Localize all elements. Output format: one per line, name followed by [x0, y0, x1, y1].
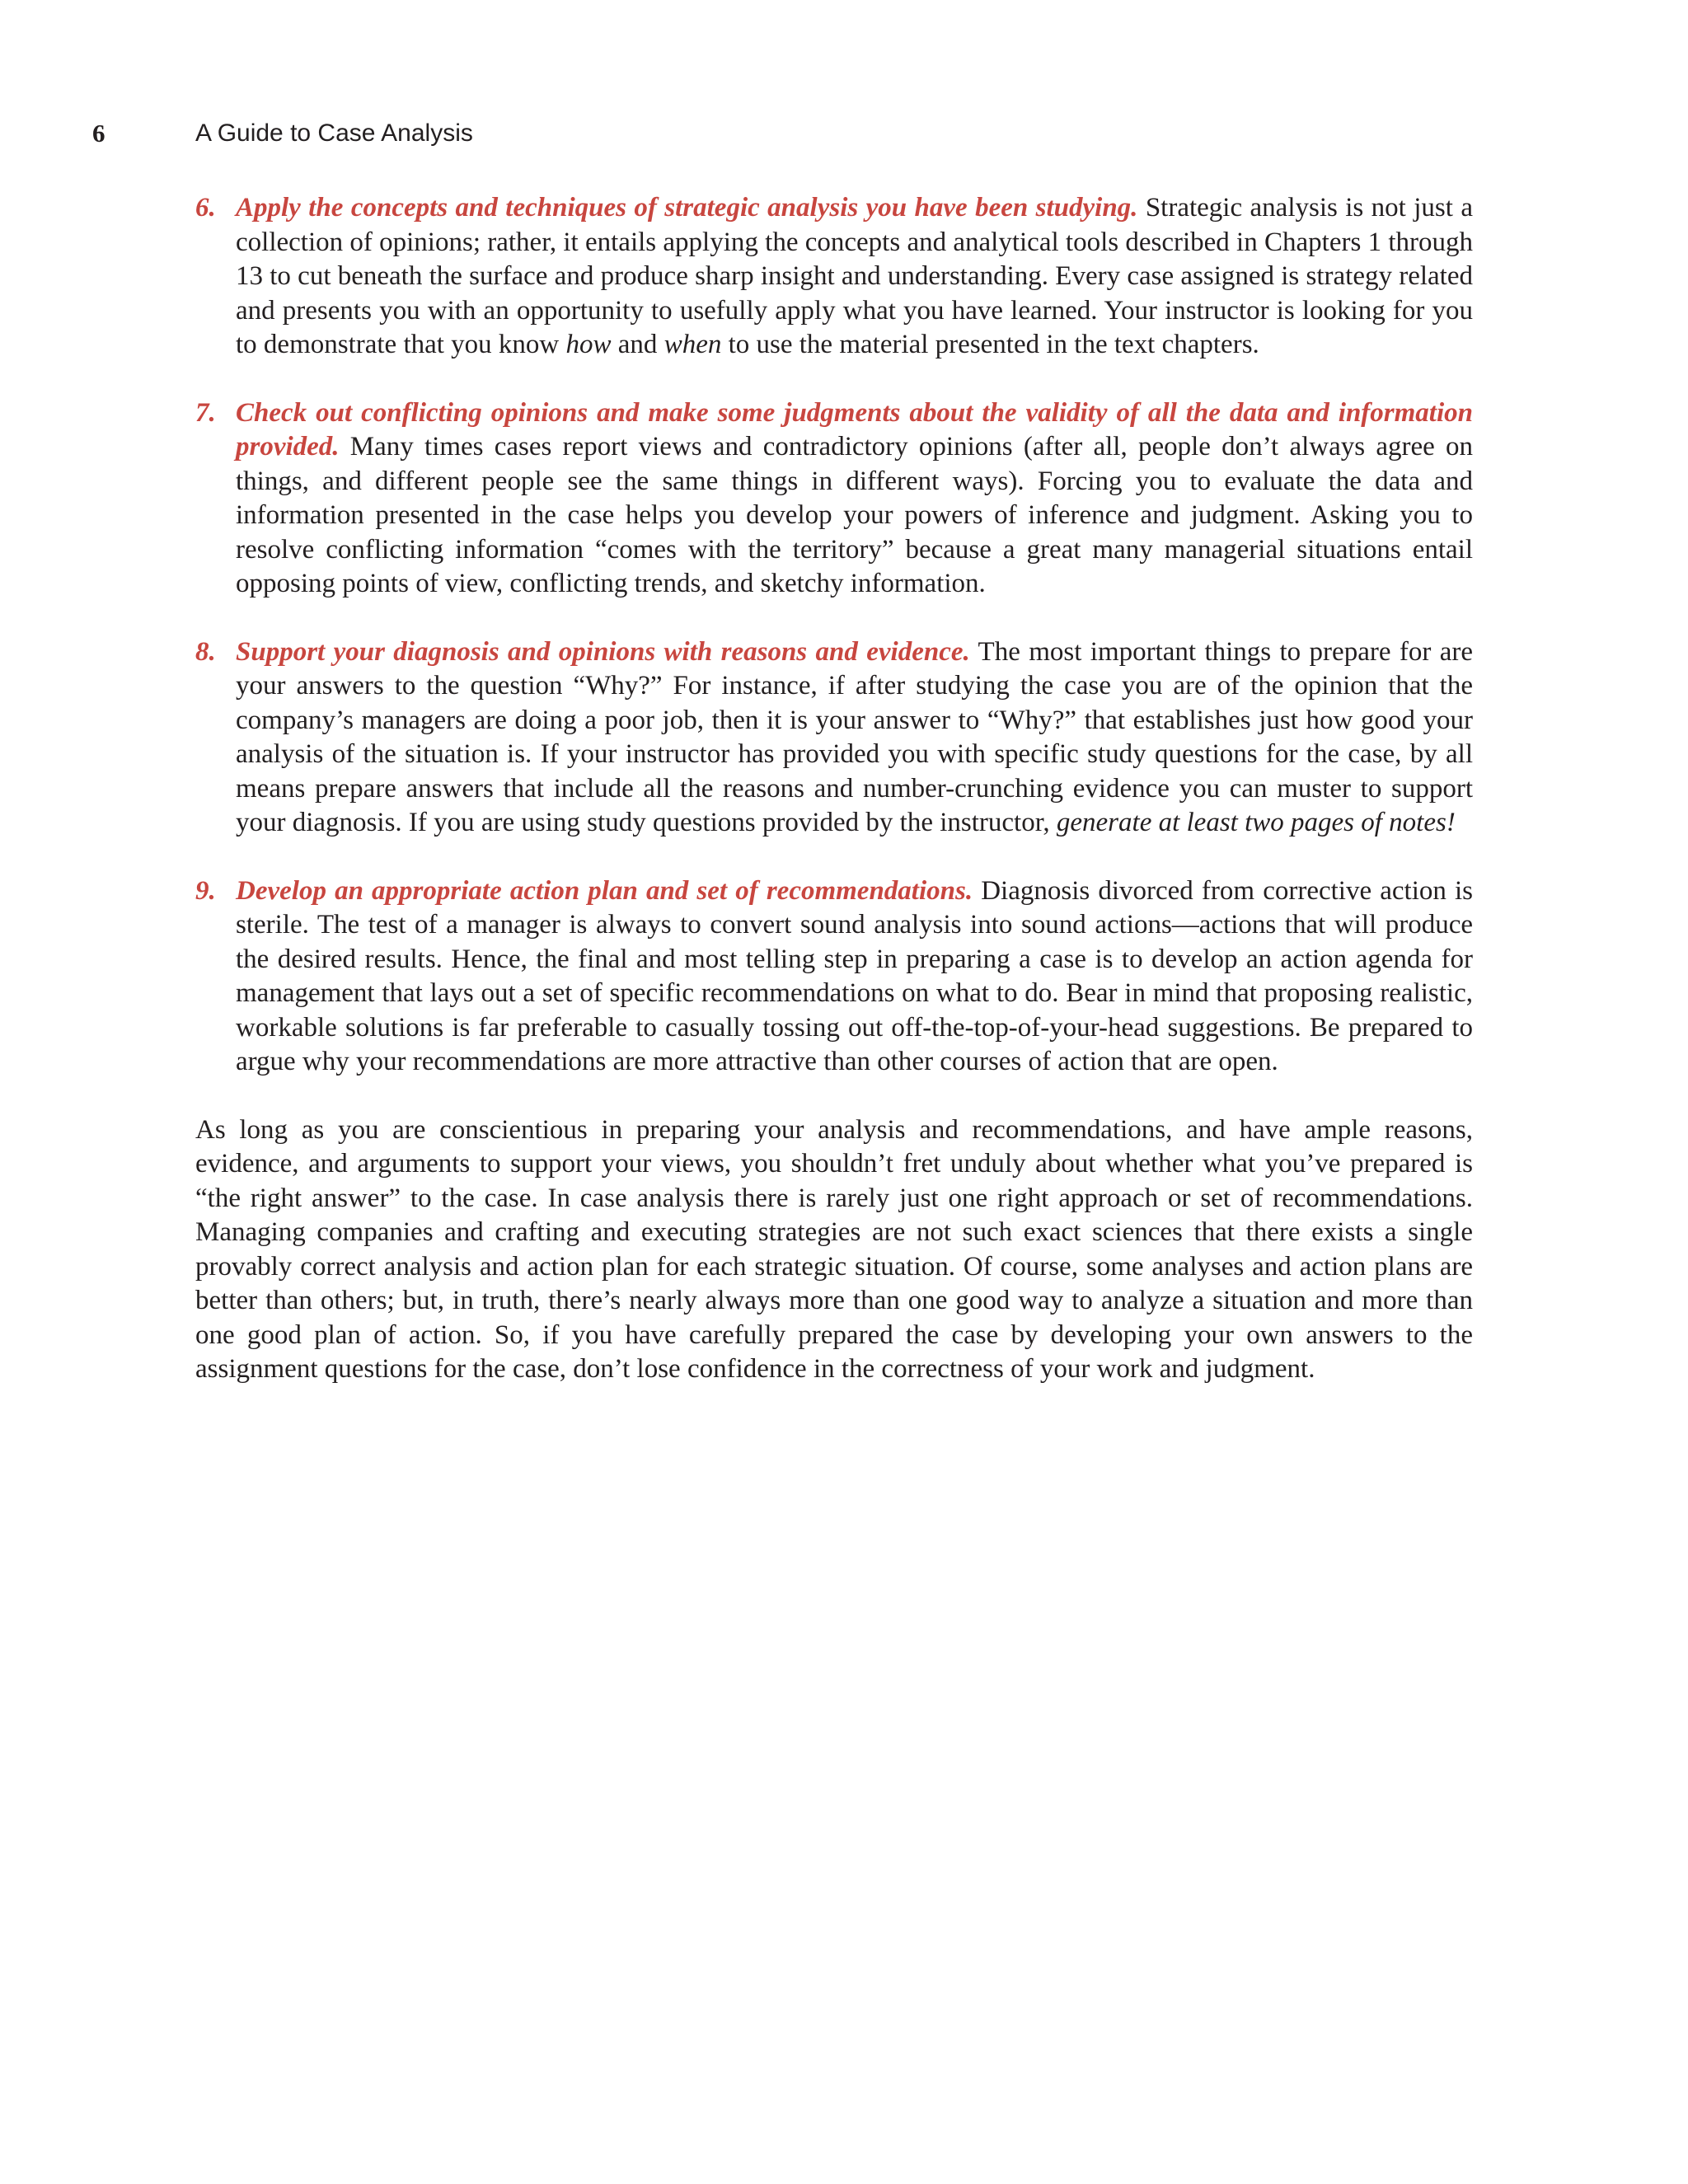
- list-item-9: [195, 874, 1473, 1080]
- list-number: 7.: [195, 397, 216, 428]
- list-item-lead: Support your diagnosis and opinions with reasons and evidence.: [236, 636, 970, 667]
- list-number: 6.: [195, 193, 216, 223]
- emphasis-notes: generate at least two pages of notes!: [1056, 808, 1456, 837]
- page-header: [92, 117, 1498, 158]
- list-item-lead: Check out conflicting opinions and make some judgments about the validity of all the data and information provided.: [236, 397, 1473, 462]
- page-number: 6: [92, 119, 106, 148]
- list-item-text: Strategic analysis is not just a collection of opinions; rather, it entails applying the concepts and analytical tools described in Chapters 1 through 13 to cut beneath the surface and produce sharp insight and understanding. Every case assigned is strategy related and presents you with an opportunity to usefully apply what you have learned. Your instructor is looking for you to demonstrate that you know: [236, 193, 1474, 359]
- running-head: A Guide to Case Analysis: [195, 120, 473, 147]
- list-item-7: [195, 396, 1473, 602]
- list-item-text: to use the material presented in the text chapters.: [721, 330, 1259, 359]
- list-number: 8.: [195, 636, 216, 667]
- closing-paragraph: As long as you are conscientious in preparing your analysis and recommendations, and have ample reasons, evidence, and arguments to support your views, you shouldn’t fret unduly about whether what you’ve prepared is “the right answer” to the case. In case analysis there is rarely just one right approach or set of recommendations. Managing companies and crafting and executing strategies are not such exact sciences that there exists a single provably correct analysis and action plan for each strategic situation. Of course, some analyses and action plans are better than others; but, in truth, there’s nearly always more than one good way to analyze a situation and more than one good plan of action. So, if you have carefully prepared the case by developing your own answers to the assignment questions for the case, don’t lose confidence in the correctness of your work and judgment.: [195, 1114, 1473, 1384]
- list-number: 9.: [195, 875, 216, 906]
- page-body: [195, 191, 1473, 1414]
- list-item-text: Diagnosis divorced from corrective action is sterile. The test of a manager is always to convert sound analysis into sound actions—actions that will produce the desired results. Hence, the final and most telling step in preparing a case is to develop an action agenda for management that lays out a set of specific recommendations on what to do. Bear in mind that proposing realistic, workable solutions is far preferable to casually tossing out off-the-top-of-your-head suggestions. Be prepared to argue why your recommendations are more attractive than other courses of action that are open.: [236, 875, 1473, 1076]
- emphasis-when: when: [663, 330, 722, 359]
- list-item-text: The most important things to prepare for are your answers to the question “Why?” For instance, if after studying the case you are of the opinion that the company’s managers are doing a poor job, then it is your answer to “Why?” that establishes just how good your analysis of the situation is. If your instructor has provided you with specific study questions for the case, by all means prepare answers that include all the reasons and number-crunching evidence you can muster to support your diagnosis. If you are using study questions provided by the instructor,: [236, 636, 1473, 837]
- list-item-text: and: [611, 330, 664, 359]
- list-item-text: Many times cases report views and contradictory opinions (after all, people don’t always agree on things, and different people see the same things in different ways). Forcing you to evaluate the data and information presented in the case helps you develop your powers of inference and judgment. Asking you to resolve conflicting information “comes with the territory” because a great many managerial situations entail opposing points of view, conflicting trends, and sketchy information.: [236, 432, 1473, 598]
- list-item-lead: Develop an appropriate action plan and set of recommendations.: [236, 875, 973, 906]
- list-item-8: [195, 635, 1473, 841]
- list-item-lead: Apply the concepts and techniques of strategic analysis you have been studying.: [236, 193, 1138, 223]
- list-item-6: [195, 191, 1473, 363]
- emphasis-how: how: [565, 330, 612, 359]
